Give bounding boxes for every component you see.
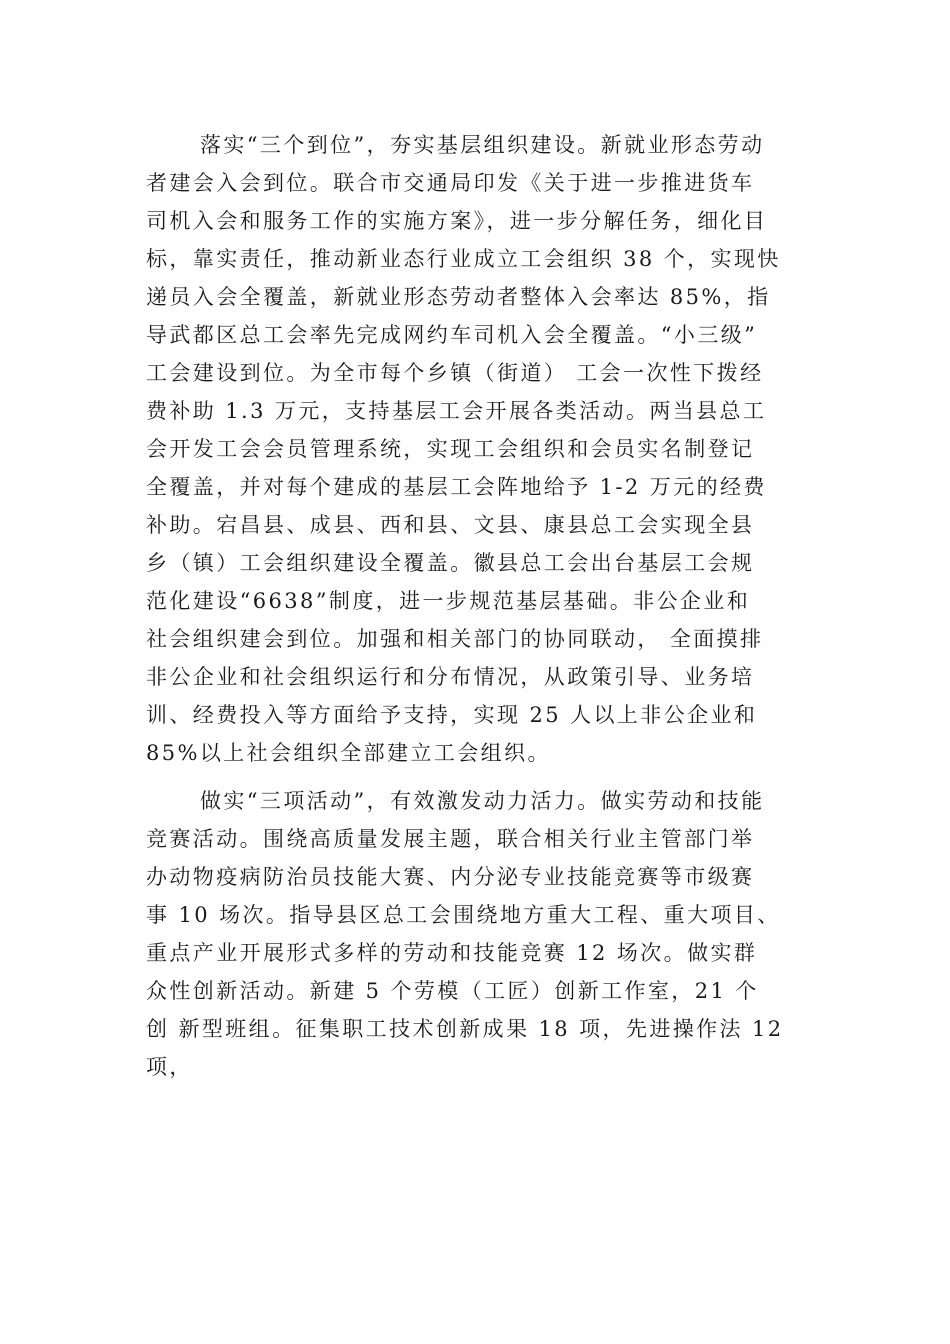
text-line: 费补助 1.3 万元，支持基层工会开展各类活动。两当县总工 [146,399,767,423]
text-line: 会开发工会会员管理系统，实现工会组织和会员实名制登记 [146,437,755,461]
text-line: 竞赛活动。围绕高质量发展主题，联合相关行业主管部门举 [146,827,755,851]
text-line: 全覆盖，并对每个建成的基层工会阵地给予 1-2 万元的经费 [146,475,767,499]
text-line: 创 新型班组。征集职工技术创新成果 18 项，先进操作法 12 [146,1017,784,1041]
text-line: 导武都区总工会率先完成网约车司机入会全覆盖。“小三级” [146,323,758,347]
document-body [146,126,810,1086]
text-line: 训、经费投入等方面给予支持，实现 25 人以上非公企业和 [146,703,758,727]
text-line: 85%以上社会组织全部建立工会组织。 [146,741,551,765]
text-line: 众性创新活动。新建 5 个劳模（工匠）创新工作室，21 个 [146,979,759,1003]
text-line: 者建会入会到位。联合市交通局印发《关于进一步推进货车 [146,171,755,195]
text-line: 司机入会和服务工作的实施方案》，进一步分解任务，细化目 [146,209,768,233]
text-line: 事 10 场次。指导县区总工会围绕地方重大工程、重大项目、 [146,903,781,927]
text-line: 做实“三项活动”，有效激发动力活力。做实劳动和技能 [200,789,765,813]
text-line: 补助。宕昌县、成县、西和县、文县、康县总工会实现全县 [146,513,755,537]
text-line: 办动物疫病防治员技能大赛、内分泌专业技能竞赛等市级赛 [146,865,755,889]
text-line: 标，靠实责任，推动新业态行业成立工会组织 38 个，实现快 [146,247,781,271]
paragraph-organization-building [146,126,810,772]
text-line: 重点产业开展形式多样的劳动和技能竞赛 12 场次。做实群 [146,941,758,965]
text-line: 范化建设“6638”制度，进一步规范基层基础。非公企业和 [146,589,751,613]
text-line: 社会组织建会到位。加强和相关部门的协同联动， 全面摸排 [146,627,764,651]
text-line: 乡（镇）工会组织建设全覆盖。徽县总工会出台基层工会规 [146,551,755,575]
text-line: 落实“三个到位”，夯实基层组织建设。新就业形态劳动 [200,133,765,157]
paragraph-three-activities [146,782,810,1086]
text-line: 工会建设到位。为全市每个乡镇（街道） 工会一次性下拨经 [146,361,764,385]
text-line: 递员入会全覆盖，新就业形态劳动者整体入会率达 85%，指 [146,285,771,309]
text-line: 项， [146,1055,193,1079]
paragraph-spacer [146,772,810,782]
text-line: 非公企业和社会组织运行和分布情况，从政策引导、业务培 [146,665,755,689]
